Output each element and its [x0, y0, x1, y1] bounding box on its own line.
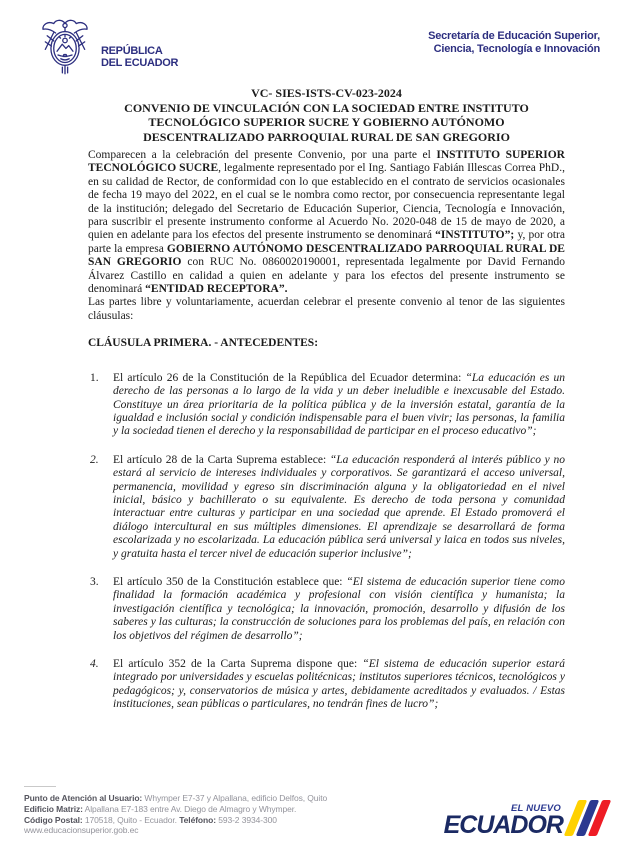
el-nuevo-ecuador-text [443, 803, 563, 839]
republic-title [101, 45, 178, 70]
ecuador-label: ECUADOR [443, 811, 563, 839]
el-nuevo-ecuador-logo [443, 800, 604, 839]
item-text: El artículo 352 de la Carta Suprema dispone que: “El sistema de educación superior estará integrado por universidades y escuelas politécnicas; institutos superiores técnicos, tecnológicos y pedagógicos; y, conservatorios de música y artes, debidamente acreditados y evaluados. / Estas instituciones, sean públicas o particulares, no tendrán fines de lucro”; [113, 658, 566, 711]
page-header [35, 16, 600, 84]
item-text: El artículo 28 de la Carta Suprema establece: “La educación responderá al interés público y no estará al servicio de intereses individuales y corporativos. Se garantizará el acceso universal, permanencia, movilidad y egreso sin discriminación alguna y la obligatoriedad en el nivel inicial, básico y bachillerato o su equivalente. Es derecho de toda persona y comunidad interactuar entre culturas y participar en una sociedad que aprende. El Estado promoverá el diálogo intercultural en sus múltiples dimensiones. El aprendizaje se desarrollará de forma escolarizada y no escolarizada. La educación pública será universal y laica en todos sus niveles, y gratuita hasta el tercer nivel de educación superior inclusive”; [113, 453, 565, 560]
footer-website-link[interactable]: www.educacionsuperior.gob.ec [24, 825, 139, 836]
antecedents-list [88, 372, 565, 712]
footer-line-postal-phone: Código Postal: 170518, Quito - Ecuador. Teléfono: 593-2 3934-300 [24, 814, 277, 825]
flag-stripes-icon [564, 800, 612, 836]
republic-line2: DEL ECUADOR [101, 57, 179, 69]
ecuador-coat-of-arms-icon [35, 16, 95, 84]
antecedent-item-1 [88, 372, 565, 439]
intro-paragraph: Comparecen a la celebración del presente Convenio, por una parte el INSTITUTO SUPERIOR TECNOLÓGICO SUCRE, legalmente representado por el Ing. Santiago Fabián Illescas Correa PhD., en su calidad de Rector, de conformidad con lo que establecido en el contrato de servicios ocasionales de fecha 19 mayo del 2022, en el cual se le nombra como rector, por consecuencia representante legal de la institución; delegado del Secretario de Educación Superior, Ciencia, Tecnología e Innovación, para suscribir el presente instrumento conforme al Acuerdo No. 2020-048 de 15 de mayo de 2020, a quien en adelante para los efectos del presente instrumento se denominará “INSTITUTO”; y, por otra parte la empresa GOBIERNO AUTÓNOMO DESCENTRALIZADO PARROQUIAL RURAL DE SAN GREGORIO con RUC No. 0860020190001, representada legalmente por David Fernando Álvarez Castillo en calidad a quien en adelante y para los efectos del presente instrumento se denominará “ENTIDAD RECEPTORA”. [88, 149, 565, 296]
document-title-line3: DESCENTRALIZADO PARROQUIAL RURAL DE SAN GREGORIO [143, 129, 510, 144]
secretariat-line1: Secretaría de Educación Superior, [428, 30, 600, 42]
document-title [88, 101, 565, 145]
agreement-paragraph: Las partes libre y voluntariamente, acuerdan celebrar el presente convenio al tenor de las siguientes cláusulas: [88, 296, 565, 322]
document-title-line2: TECNOLÓGICO SUPERIOR SUCRE Y GOBIERNO AUTÓNOMO [148, 115, 505, 129]
el-nuevo-label: EL NUEVO [511, 803, 561, 814]
antecedent-item-3 [88, 576, 565, 643]
republic-line1: REPÚBLICA [101, 44, 163, 57]
secretariat-line2: Ciencia, Tecnología e Innovación [433, 43, 600, 55]
footer-contact-info [24, 793, 327, 836]
clause-heading: CLÁUSULA PRIMERA. - ANTECEDENTES: [88, 337, 319, 350]
item-number: 1. [90, 371, 99, 384]
document-code: VC- SIES-ISTS-CV-023-2024 [251, 86, 402, 100]
item-text: El artículo 26 de la Constitución de la República del Ecuador determina: “La educación es un derecho de las personas a lo largo de la vida y un deber ineludible e inexcusable del Estado. Constituye un área prioritaria de la política pública y de la inversión estatal, garantía de la igualdad e inclusión social y condición indispensable para el buen vivir; las personas, la familia y la sociedad tienen el derecho y la responsabilidad de participar en el proceso educativo”; [113, 371, 565, 438]
antecedent-item-4 [88, 658, 565, 712]
footer-line-attention: Punto de Atención al Usuario: Whymper E7-37 y Alpallana, edificio Delfos, Quito [24, 793, 328, 803]
republic-brand [35, 16, 178, 84]
item-number: 4. [90, 658, 99, 670]
document-title-line1: CONVENIO DE VINCULACIÓN CON LA SOCIEDAD ENTRE INSTITUTO [124, 100, 529, 115]
footer-divider [24, 786, 56, 787]
item-text: El artículo 350 de la Constitución establece que: “El sistema de educación superior tiene como finalidad la formación académica y profesional con visión científica y humanista; la investigación científica y tecnológica; la innovación, promoción, desarrollo y difusión de los saberes y las culturas; la construcción de soluciones para los problemas del país, en relación con los objetivos del régimen de desarrollo”; [113, 575, 565, 642]
document-content [88, 86, 565, 727]
antecedent-item-2 [88, 454, 565, 561]
secretariat-title [428, 30, 600, 56]
footer-line-building: Edificio Matriz: Alpallana E7-183 entre Av. Diego de Almagro y Whymper. [24, 803, 297, 814]
item-number: 3. [90, 575, 99, 588]
item-number: 2. [90, 453, 99, 466]
